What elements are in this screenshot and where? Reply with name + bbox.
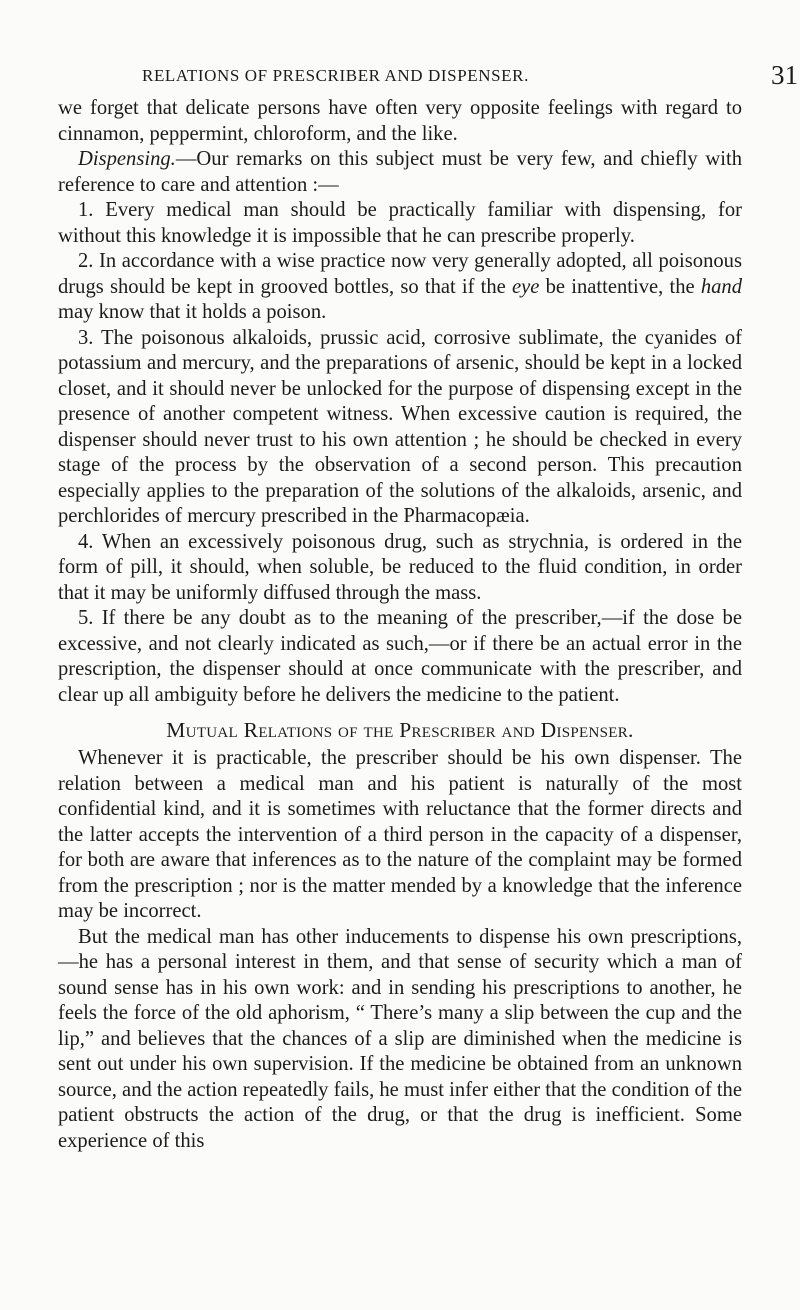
intro-paragraph: we forget that delicate persons have often very opposite feelings with regard to cinnamon, peppermint, chloroform, and the like. xyxy=(58,97,742,145)
running-title: RELATIONS OF PRESCRIBER AND DISPENSER. xyxy=(142,66,529,85)
body-text xyxy=(58,96,742,1154)
rule-5: 5. If there be any doubt as to the meaning of the prescriber,—if the dose be excessive, and not clearly indicated as such,—or if there be an actual error in the prescription, the dispenser should at once communicate with the prescriber, and clear up all ambiguity before he delivers the medicine to the patient. xyxy=(58,607,742,706)
rule-1: 1. Every medical man should be practically familiar with dispensing, for without this knowledge it is impossible that he can prescribe properly. xyxy=(58,199,742,247)
rule-2-part-a: 2. In accordance with a wise practice now very generally adopted, all poisonous drugs should be kept in grooved bottles, so that if the xyxy=(58,250,742,298)
dispensing-text: —Our remarks on this subject must be very few, and chiefly with reference to care and attention :— xyxy=(58,148,742,196)
section-paragraph-2: But the medical man has other inducements to dispense his own prescriptions,—he has a personal interest in them, and that sense of security which a man of sound sense has in his own work: and in sending his prescriptions to another, he feels the force of the old aphorism, “ There’s many a slip between the cup and the lip,” and believes that the chances of a slip are diminished when the medicine is sent out under his own supervision. If the medicine be obtained from an unknown source, and the action repeatedly fails, he must infer either that the condition of the patient obstructs the action of the drug, or that the drug is inefficient. Some experience of this xyxy=(58,925,742,1152)
rule-2-part-b: be inattentive, the xyxy=(539,275,701,298)
dispensing-label: Dispensing. xyxy=(78,148,176,170)
section-heading: Mutual Relations of the Prescriber and Dispenser. xyxy=(166,718,634,742)
rule-3: 3. The poisonous alkaloids, prussic acid, corrosive sublimate, the cyanides of potassium and mercury, and the preparations of arsenic, should be kept in a locked closet, and it should never be unlocked for the purpose of dispensing except in the presence of another competent witness. When excessive caution is required, the dispenser should never trust to his own attention ; he should be checked in every stage of the process by the observation of a second person. This precaution especially applies to the preparation of the solutions of the alkaloids, arsenic, and perchlorides of mercury prescribed in the Pharmacopæia. xyxy=(58,326,742,527)
rule-2-part-c: may know that it holds a poison. xyxy=(58,301,327,323)
rule-4: 4. When an excessively poisonous drug, such as strychnia, is ordered in the form of pill, it should, when soluble, be reduced to the fluid condition, in order that it may be uniformly diffused through the mass. xyxy=(58,530,742,604)
running-header xyxy=(92,60,798,96)
rule-2 xyxy=(58,249,742,326)
rule-2-hand: hand xyxy=(700,275,742,298)
page-number: 31 xyxy=(771,60,798,90)
rule-2-eye: eye xyxy=(512,275,540,298)
section-paragraph-1: Whenever it is practicable, the prescriber should be his own dispenser. The relation between a medical man and his patient is naturally of the most confidential kind, and it is sometimes with reluctance that the former directs and the latter accepts the intervention of a third person in the capacity of a dispenser, for both are aware that inferences as to the nature of the complaint may be formed from the prescription ; nor is the matter mended by a knowledge that the inference may be incorrect. xyxy=(58,747,742,922)
dispensing-paragraph xyxy=(58,147,742,198)
